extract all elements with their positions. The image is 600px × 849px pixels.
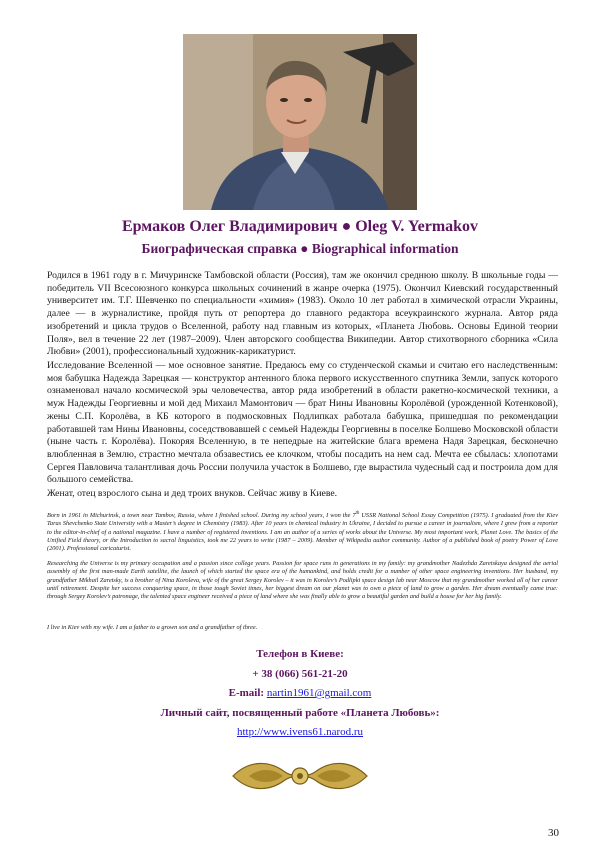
bio-en-superscript: th: [355, 511, 360, 516]
site-link[interactable]: http://www.ivens61.narod.ru: [236, 726, 364, 738]
bio-ru-paragraph-2: Исследование Вселенной — мое основное занятие. Предаюсь ему со студенческой скамьи и считаю его наследственным: моя бабушка Надежда Зарецкая — конструктор антенного блока первого искусственного спутника Земли, запуск которого ознаменовал начало космической эры человечества, автор ряда изобретений в области ракетно-космической техники, а муж Надежды Георгиевны и мой дед Михаил Мамонтович — брат Нины Ивановны Королёвой (урожденной Котенковой), жены С.П. Королёва, в КБ которого в подмосковных Подлипках работала бабушка, пришедшая по рекомендации работавшей там Нины Ивановны, соседствовавшей с семьей Надежды Георгиевны в поселке Болшево Московской области (ныне часть г. Королёва). Покоряя Вселенную, в те непедрые на житейские блага времена Надя Зарецкая, бесконечно влюбленная в Землю, страстно мечтала обзавестись ее клочком, чтобы посадить на нем сад. Мечта ее сбылась: хлопотами Сергея Павловича талантливая дочь России получила участок в Болшево, где вырастила чудесный сад и построила дом для большого семейства.: [47, 360, 558, 486]
email-line: [40, 684, 560, 704]
bio-en-paragraph-1: [47, 510, 558, 554]
bio-ru-paragraph-1: Родился в 1961 году в г. Мичуринске Тамбовской области (Россия), там же окончил среднюю школу. В школьные годы — победитель VII Всесоюзного конкурса школьных сочинений в жанре очерка (1975). Окончил Киевский государственный университет им. Т.Г. Шевченко по специальности «химия» (1983). Около 10 лет работал в химической отрасли Украины, далее — в журналистике, пройдя путь от репортера до главного редактора всеукраинского журнала. Автор ряда изобретений и цикла трудов о Вселенной, работу над главным из которых, «Планета Любовь. Основы Единой теории Поля», вел в течение 22 лет (1987–2009). Член авторского сообщества Википедии. Автор стихотворного сборника «Сила Любви» (2001), профессиональный художник-карикатурист.: [47, 270, 558, 358]
bio-en-paragraph-3: I live in Kiev with my wife. I am a father to a grown son and a grandfather of three.: [47, 624, 258, 631]
page-number: 30: [548, 827, 559, 839]
bio-en-paragraph-2: Researching the Universe is my primary occupation and a passion since college years. Passion for space runs in generations in my family: my grandmother Nadezhda Zaretskaya designed the aerial assembly of the first man-made Earth satellite, the launch of which started the space era of the humankind, and holds credit for a number of other space engineering inventions. Her husband, my grandfather Mikhail Zaretsky, is a brother of Nina Koroleva, wife of the great Sergey Korolev – it was in Korolev’s Podlipki space design lab near Moscow that my grandmother worked all of her career until retirement. Despite her success conquering space, in those tough Soviet times, her biggest dream on our planet was to own a piece of land to grow a garden. Her dream eventually came true: through Sergey Korolev’s patronage, the talented space engineer received a piece of land where she was finally able to grow a beautiful garden and build a house for her big family.: [47, 560, 558, 601]
bio-en-p1-text-b: USSR National School Essay Competition (1975). I graduated from the Kiev Taras Shevchenko State University with a Master’s degree in Chemistry (1983). After 10 years in chemical industry in Ukraine, I decided to pursue a career in journalism, where I grew from a reporter to the editor-in-chief of a national magazine. I have a number of registered inventions. I am an author of a series of works about the Universe. My most important work, Planet Love. The basics of the Unified Field theory, or the Introduction to sacral linguistics, took me 22 years to write (1987 – 2009). Member of Wikipedia author community. Author of a published book of poetry Power of Love (2001). Professional caricaturist.: [47, 512, 558, 553]
phone-number: + 38 (066) 561-21-20: [252, 667, 348, 680]
site-label: Личный сайт, посвященный работе «Планета Любовь»:: [160, 706, 440, 719]
phone-label: Телефон в Киеве:: [256, 648, 344, 660]
author-photo: [183, 34, 417, 210]
email-label: E-mail:: [228, 687, 267, 699]
email-link[interactable]: nartin1961@gmail.com: [266, 687, 372, 699]
bio-en-p1-text-a: Born in 1961 in Michurinsk, a town near Tambov, Russia, where I finished school. During my school years, I won the 7: [47, 512, 356, 520]
decorative-ornament: [229, 750, 371, 802]
page-subtitle: Биографическая справка ● Biographical information: [141, 241, 459, 256]
bio-ru-paragraph-3: Женат, отец взрослого сына и дед троих внуков. Сейчас живу в Киеве.: [47, 488, 338, 499]
contacts-block: [40, 645, 560, 743]
page-title: Ермаков Олег Владимирович ● Oleg V. Yermakov: [121, 218, 479, 235]
